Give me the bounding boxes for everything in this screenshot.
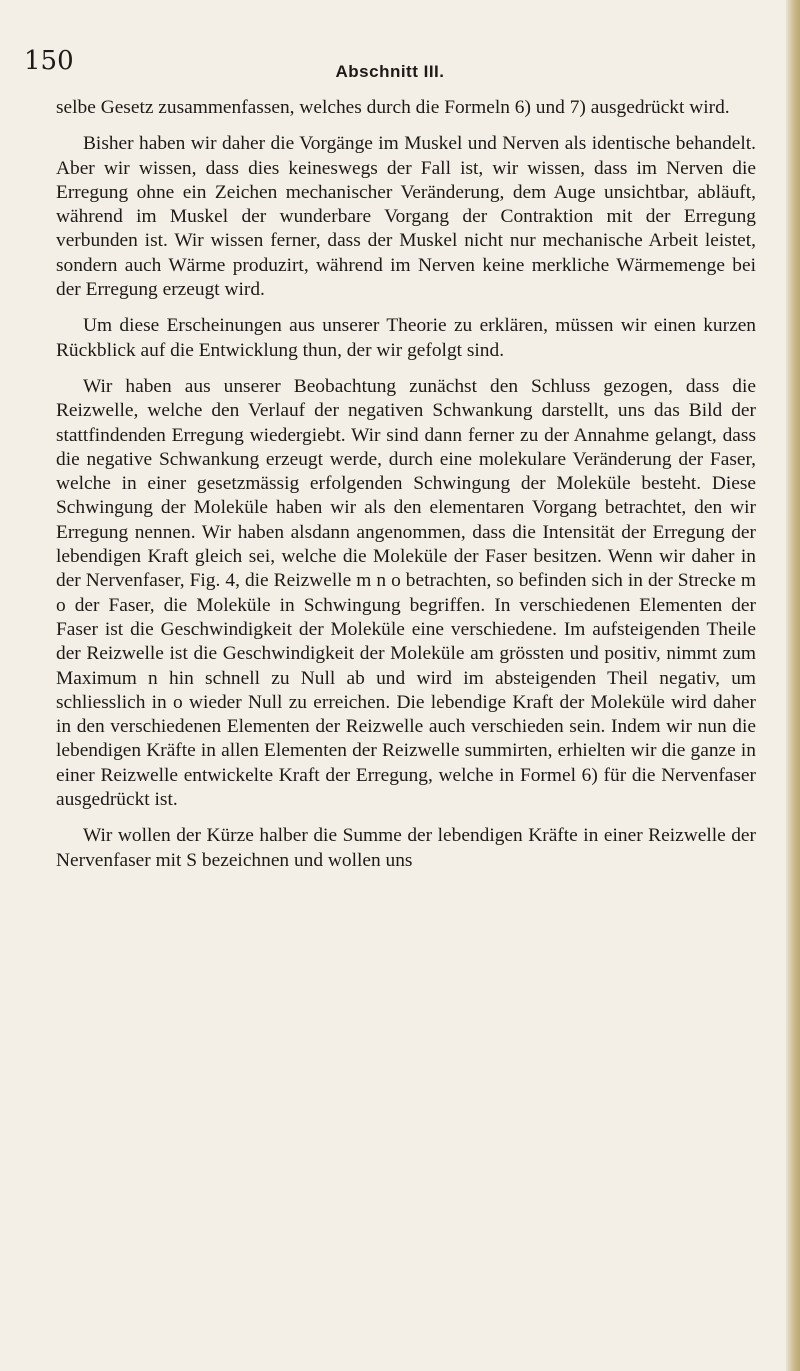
page-edge-binding [786, 0, 800, 1371]
paragraph-continued: selbe Gesetz zusammenfassen, welches durch die Formeln 6) und 7) ausgedrückt wird. [56, 97, 730, 118]
paragraph: Wir haben aus unserer Beobachtung zunächst den Schluss gezogen, dass die Reizwelle, welche den Verlauf der negativen Schwankung darstellt, uns das Bild der stattfindenden Erregung wiedergiebt. Wir sind dann ferner zu der Annahme gelangt, dass die negative Schwankung erzeugt werde, durch eine molekulare Veränderung der Faser, welche in einer gesetzmässig erfolgenden Schwingung der Moleküle besteht. Diese Schwingung der Moleküle haben wir als den elementaren Vorgang betrachtet, den wir Erregung nennen. Wir haben alsdann angenommen, dass die Intensität der Erregung der lebendigen Kraft gleich sei, welche die Moleküle der Faser besitzen. Wenn wir daher in der Nervenfaser, Fig. 4, die Reizwelle m n o betrachten, so befinden sich in der Strecke m o der Faser, die Moleküle in Schwingung begriffen. In verschiedenen Elementen der Faser ist die Geschwindigkeit der Moleküle eine verschiedene. Im aufsteigenden Theile der Reizwelle ist die Geschwindigkeit der Moleküle am grössten und positiv, nimmt zum Maximum n hin schnell zu Null ab und wird im absteigenden Theil negativ, um schliesslich in o wieder Null zu erreichen. Die lebendige Kraft der Moleküle wird daher in den verschiedenen Elementen der Reizwelle auch verschieden sein. Indem wir nun die lebendigen Kräfte in allen Elementen der Reizwelle summirten, erhielten wir die ganze in einer Reizwelle entwickelte Kraft der Erregung, welche in Formel 6) für die Nervenfaser ausgedrückt ist. [56, 375, 756, 811]
paragraph: Wir wollen der Kürze halber die Summe der lebendigen Kräfte in einer Reizwelle der Nervenfaser mit S bezeichnen und wollen uns [56, 825, 756, 871]
paragraph: Bisher haben wir daher die Vorgänge im Muskel und Nerven als identische behandelt. Aber wir wissen, dass dies keineswegs der Fall ist, wir wissen, dass im Nerven die Erregung ohne ein Zeichen mechanischer Veränderung, dem Auge unsichtbar, abläuft, während im Muskel der wunderbare Vorgang der Contraktion mit der Erregung verbunden ist. Wir wissen ferner, dass der Muskel nicht nur mechanische Arbeit leistet, sondern auch Wärme produzirt, während im Nerven keine merkliche Wärmemenge bei der Erregung erzeugt wird. [56, 133, 756, 301]
page-header [0, 46, 780, 80]
paragraph: Um diese Erscheinungen aus unserer Theorie zu erklären, müssen wir einen kurzen Rückblick auf die Entwicklung thun, der wir gefolgt sind. [56, 315, 756, 361]
body-text [56, 96, 756, 873]
page-number: 150 [24, 46, 74, 76]
running-head: Abschnitt III. [335, 62, 445, 81]
